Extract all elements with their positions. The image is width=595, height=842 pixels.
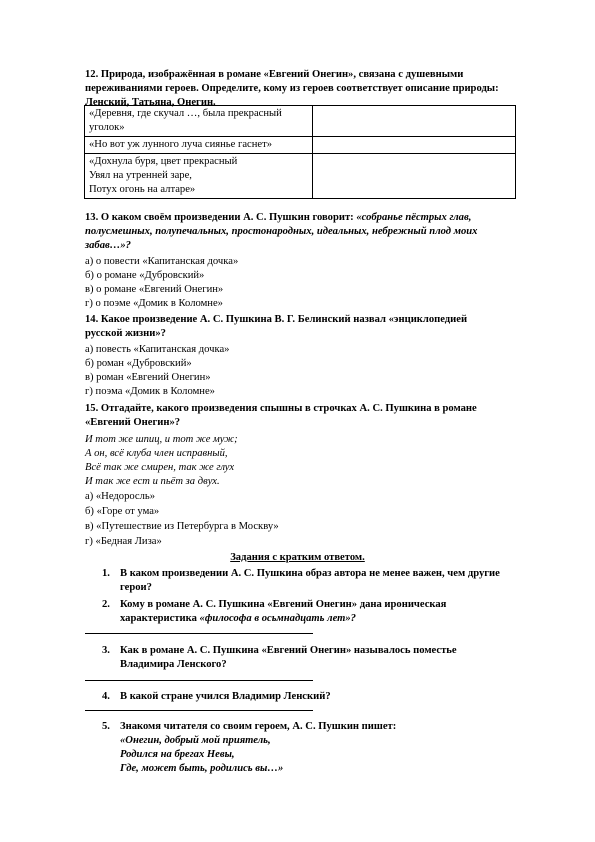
question-14-option-a[interactable]: а) повесть «Капитанская дочка» <box>85 344 230 355</box>
quote-line: Родился на брегах Невы, <box>120 749 235 760</box>
question-13-option-d[interactable]: г) о поэме «Домик в Коломне» <box>85 298 223 309</box>
table-row <box>85 154 516 199</box>
question-14-option-c[interactable]: в) роман «Евгений Онегин» <box>85 372 211 383</box>
short-question-2-line-1: 2. Кому в романе А. С. Пушкина «Евгений Онегин» дана ироническая <box>102 599 447 610</box>
poem-line: Всё так же смирен, так же глух <box>85 462 235 473</box>
short-question-2-line-2: характеристика «философа в осьмнадцать лет»? <box>120 613 356 624</box>
question-13-option-c[interactable]: в) о романе «Евгений Онегин» <box>85 284 224 295</box>
question-14-option-b[interactable]: б) роман «Дубровский» <box>85 358 192 369</box>
question-14-line-1: 14. Какое произведение А. С. Пушкина В. Г. Белинский назвал «энциклопедией <box>85 314 468 325</box>
question-14-option-d[interactable]: г) поэма «Домик в Коломне» <box>85 386 215 397</box>
short-question-4-line-1: 4. В какой стране учился Владимир Ленский? <box>102 691 331 702</box>
quote-line: «Онегин, добрый мой приятель, <box>120 735 271 746</box>
answer-line[interactable] <box>85 710 313 711</box>
quote-line: Где, может быть, родились вы…» <box>120 763 284 774</box>
question-15-option-c[interactable]: в) «Путешествие из Петербурга в Москву» <box>85 521 279 532</box>
short-question-3-line-1: 3. Как в романе А. С. Пушкина «Евгений Онегин» называлось поместье <box>102 645 457 656</box>
answer-line[interactable] <box>85 680 313 681</box>
question-13-line-3: забав…»? <box>85 240 131 251</box>
question-15-option-b[interactable]: б) «Горе от ума» <box>85 506 160 517</box>
question-13-line-1: 13. О каком своём произведении А. С. Пушкин говорит: «собранье пёстрых глав, <box>85 212 472 223</box>
question-15-line-1: 15. Отгадайте, какого произведения спышны в строчках А. С. Пушкина в романе <box>85 403 477 414</box>
table-cell-quote: «Но вот уж лунного луча сиянье гаснет» <box>85 137 313 154</box>
question-15-option-a[interactable]: а) «Недоросль» <box>85 491 156 502</box>
question-13-option-b[interactable]: б) о романе «Дубровский» <box>85 270 205 281</box>
short-question-1-line-2: герои? <box>120 582 152 593</box>
short-question-5-line-1: 5. Знакомя читателя со своим героем, А. С. Пушкин пишет: <box>102 721 397 732</box>
question-15-option-d[interactable]: г) «Бедная Лиза» <box>85 536 162 547</box>
poem-line: И так же ест и пьёт за двух. <box>85 476 220 487</box>
table-cell-quote: «Дохнула буря, цвет прекрасный Увял на утренней заре, Потух огонь на алтаре» <box>85 154 313 199</box>
question-13-option-a[interactable]: а) о повести «Капитанская дочка» <box>85 256 239 267</box>
table-cell-answer[interactable] <box>312 154 515 199</box>
section-title: Задания с кратким ответом. <box>230 552 365 563</box>
answer-line[interactable] <box>85 633 313 634</box>
poem-line: И тот же шпиц, и тот же муж; <box>85 434 238 445</box>
question-13-line-2: полусмешных, полупечальных, простонародных, идеальных, небрежный плод моих <box>85 226 478 237</box>
question-14-line-2: русской жизни»? <box>85 328 166 339</box>
table-row <box>85 106 516 137</box>
table-cell-quote: «Деревня, где скучал …, была прекрасный уголок» <box>85 106 313 137</box>
table-row <box>85 137 516 154</box>
question-12-table <box>84 105 516 199</box>
poem-line: А он, всё клуба член исправный, <box>85 448 228 459</box>
table-cell-answer[interactable] <box>312 137 515 154</box>
short-question-1-line-1: 1. В каком произведении А. С. Пушкина образ автора не менее важен, чем другие <box>102 568 500 579</box>
question-12-text: 12. Природа, изображённая в романе «Евгений Онегин», связана с душевными переживаниями героев. Определите, кому из героев соответствует описание природы: Ленский, Татьяна, Онегин. <box>85 69 499 109</box>
short-question-3-line-2: Владимира Ленского? <box>120 659 227 670</box>
table-cell-answer[interactable] <box>312 106 515 137</box>
question-15-line-2: «Евгений Онегин»? <box>85 417 181 428</box>
